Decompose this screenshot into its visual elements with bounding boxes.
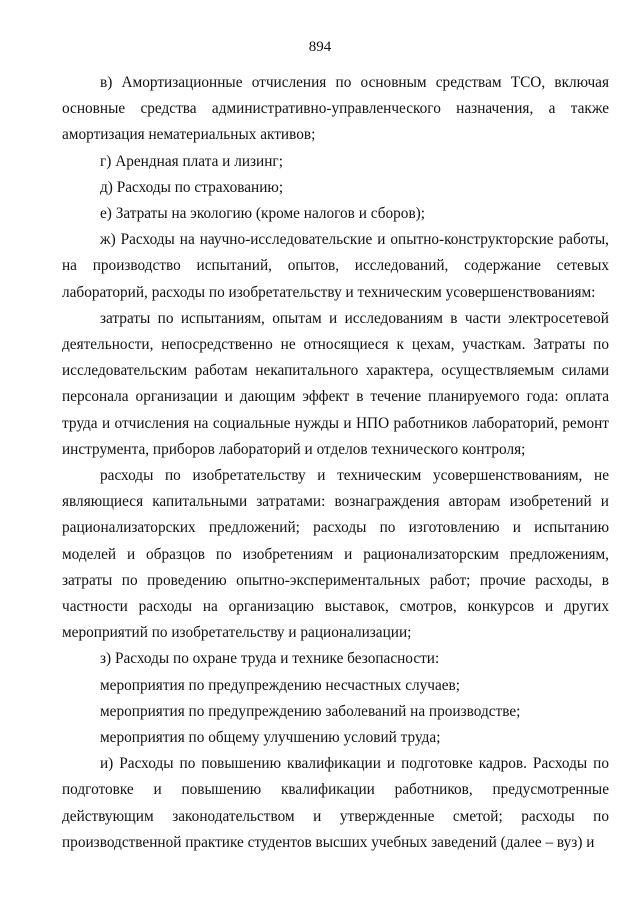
- document-body: [62, 70, 609, 856]
- page-number: 894: [308, 39, 332, 55]
- paragraph-g-rent-leasing: г) Арендная плата и лизинг;: [100, 152, 283, 170]
- paragraph-invention-costs: расходы по изобретательству и техническим усовершенствованиям, не являющиеся капитальными затратами: вознаграждения авторам изобретений и рационализаторских предложений; расходы по изготовлению и испытанию моделей и образцов по изобретениям и рационализаторским предложениям, затраты по проведению опытно-экспериментальных работ; прочие расходы, в частности расходы на организацию выставок, смотров, конкурсов и других мероприятий по изобретательству и рационализации;: [62, 467, 609, 642]
- paragraph-e-ecology: е) Затраты на экологию (кроме налогов и сборов);: [100, 205, 426, 223]
- paragraph-i-training: и) Расходы по повышению квалификации и подготовке кадров. Расходы по подготовке и повышению квалификации работников, предусмотренные действующим законодательством и утвержденные сметой; расходы по производственной практике студентов высших учебных заведений (далее – вуз) и: [62, 755, 609, 851]
- paragraph-z-labor-safety: з) Расходы по охране труда и технике безопасности:: [100, 650, 440, 668]
- list-item-working-conditions: мероприятия по общему улучшению условий труда;: [100, 729, 441, 747]
- paragraph-zh-research: ж) Расходы на научно-исследовательские и опытно-конструкторские работы, на производство испытаний, опытов, исследований, содержание сетевых лабораторий, расходы по изобретательству и техническим усовершенствованиям:: [62, 231, 609, 301]
- paragraph-testing-costs: затраты по испытаниям, опытам и исследованиям в части электросетевой деятельности, непосредственно не относящиеся к цехам, участкам. Затраты по исследовательским работам некапитального характера, осуществляемым силами персонала организации и дающим эффект в течение планируемого года: оплата труда и отчисления на социальные нужды и НПО работников лабораторий, ремонт инструмента, приборов лабораторий и отделов технического контроля;: [62, 309, 609, 458]
- list-item-accident-prevention: мероприятия по предупреждению несчастных случаев;: [100, 676, 461, 694]
- list-item-disease-prevention: мероприятия по предупреждению заболеваний на производстве;: [100, 702, 521, 720]
- paragraph-v-amortization: в) Амортизационные отчисления по основным средствам ТСО, включая основные средства административно-управленческого назначения, а также амортизация нематериальных активов;: [62, 74, 609, 144]
- paragraph-d-insurance: д) Расходы по страхованию;: [100, 178, 284, 196]
